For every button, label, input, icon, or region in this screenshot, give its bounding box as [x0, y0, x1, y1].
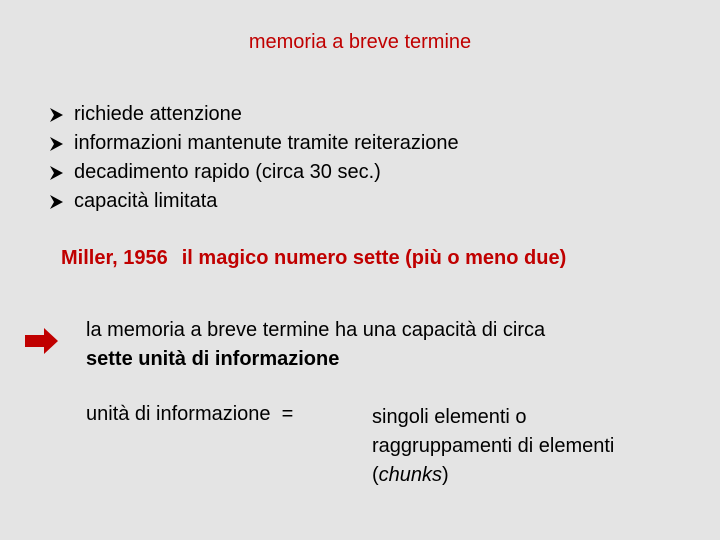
- miller-phrase: il magico numero sette (più o meno due): [181, 247, 567, 269]
- definition-line: singoli elementi o: [372, 406, 527, 428]
- chunks-term: chunks: [378, 464, 443, 486]
- bullet-text: decadimento rapido (circa 30 sec.): [74, 161, 381, 183]
- definition-line: raggruppamenti di elementi: [372, 435, 615, 457]
- statement-bold: sette unità di informazione: [86, 348, 340, 370]
- arrowhead-bullet-icon: [48, 107, 74, 123]
- definition-term: unità di informazione =: [86, 403, 294, 425]
- arrowhead-bullet-icon: [48, 165, 74, 181]
- paren-close: ): [442, 464, 449, 486]
- miller-heading: [61, 247, 566, 270]
- right-arrow-icon: [24, 326, 60, 361]
- bullet-text: capacità limitata: [74, 190, 218, 212]
- slide-title: memoria a breve termine: [248, 31, 472, 53]
- arrowhead-bullet-icon: [48, 136, 74, 152]
- paren-open: (: [372, 464, 379, 486]
- list-item: [48, 129, 459, 158]
- definition-line-chunks: [372, 461, 614, 490]
- bullet-list: [48, 100, 459, 216]
- miller-citation: Miller, 1956: [61, 247, 168, 269]
- list-item: [48, 100, 459, 129]
- definition-value: [372, 403, 614, 490]
- capacity-statement: [86, 316, 545, 374]
- arrowhead-bullet-icon: [48, 194, 74, 210]
- bullet-text: informazioni mantenute tramite reiterazione: [74, 132, 459, 154]
- list-item: [48, 187, 459, 216]
- list-item: [48, 158, 459, 187]
- bullet-text: richiede attenzione: [74, 103, 242, 125]
- statement-line: la memoria a breve termine ha una capacità di circa: [86, 319, 546, 341]
